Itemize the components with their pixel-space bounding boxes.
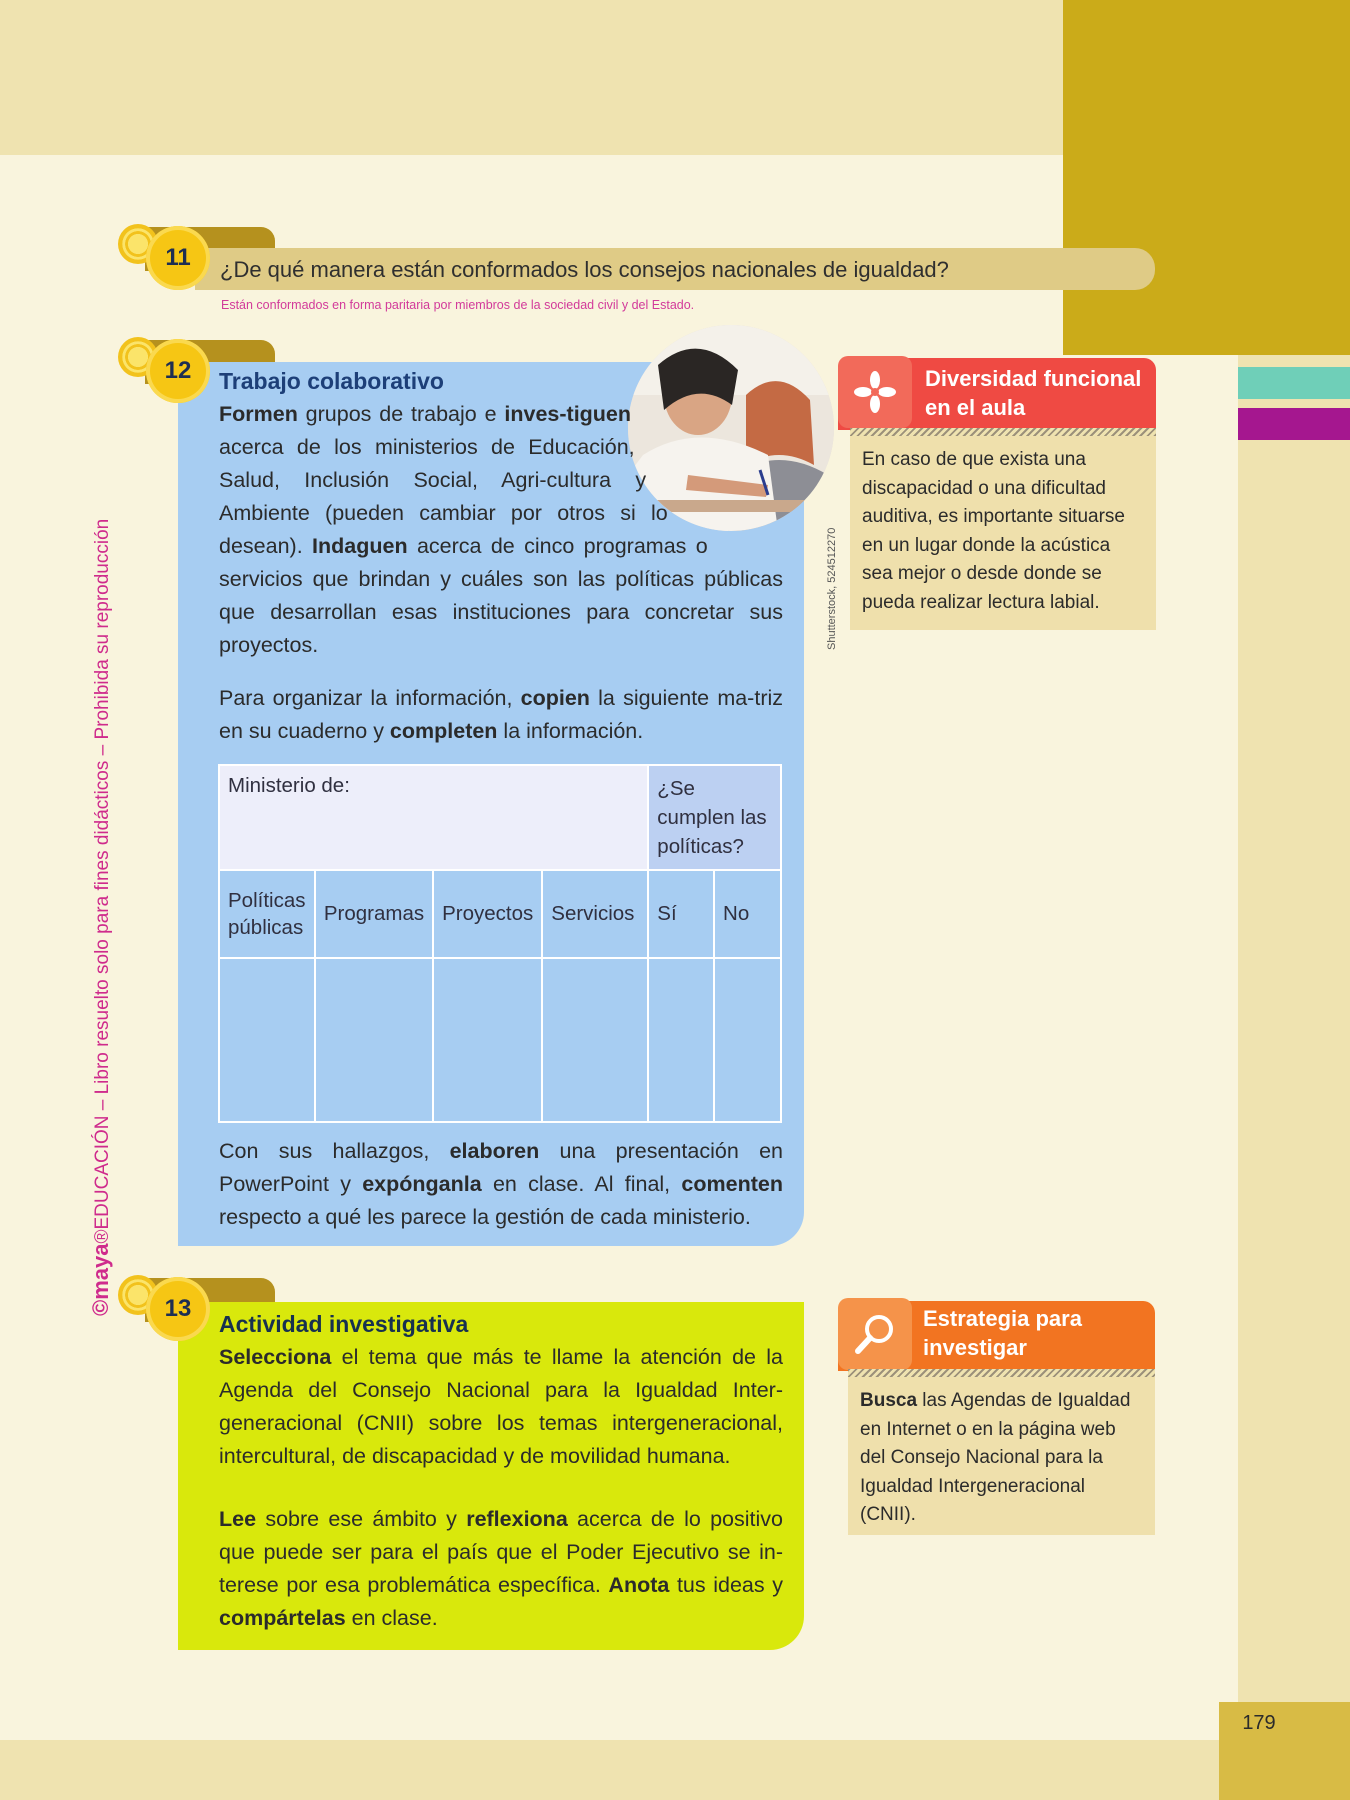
strategy-title-text: Estrategia para investigar <box>923 1306 1082 1360</box>
paragraph-text <box>219 686 783 743</box>
number-badge: 12 <box>146 339 210 403</box>
question-11-answer: Están conformados en forma paritaria por miembros de la sociedad civil y del Estado. <box>221 298 695 312</box>
text-run: respecto a qué les parece la gestión de cada ministerio. <box>219 1205 751 1229</box>
strategy-box-text <box>848 1377 1155 1535</box>
bold-verb: inves-tiguen <box>504 402 632 426</box>
table-col-header: Proyectos <box>433 870 542 958</box>
text-run: sobre ese ámbito y <box>256 1507 467 1531</box>
table-cell <box>648 958 714 1122</box>
paragraph-text <box>219 1345 783 1468</box>
table-cell <box>219 958 315 1122</box>
bold-verb: Formen <box>219 402 298 426</box>
table-cell <box>714 958 781 1122</box>
paragraph-text <box>219 1507 783 1630</box>
table-col-header: Sí <box>648 870 714 958</box>
page-number: 179 <box>1242 1712 1276 1734</box>
activity-13-paragraph-1 <box>219 1341 783 1473</box>
text-run: una presentación en PowerPoint y <box>219 1139 783 1196</box>
bold-verb: elaboren <box>449 1139 540 1163</box>
activity-13-paragraph-2 <box>219 1503 783 1635</box>
bold-verb: comenten <box>681 1172 783 1196</box>
copyright-side-note <box>88 519 114 1316</box>
table-header-ministry: Ministerio de: <box>219 765 648 870</box>
photo-credit: Shutterstock, 524512270 <box>826 527 838 650</box>
bold-verb: completen <box>389 719 498 743</box>
magnifier-icon <box>838 1298 912 1370</box>
text-run: la siguiente ma-triz en su cuaderno y <box>219 686 784 743</box>
question-11-text: ¿De qué manera están conformados los consejos nacionales de igualdad? <box>220 257 949 282</box>
activity-12-paragraph-3 <box>219 1135 783 1234</box>
table-col-header: No <box>714 870 781 958</box>
magenta-stripe <box>1238 408 1350 440</box>
asterisk-flower-icon <box>838 356 912 428</box>
table-header-policies: ¿Se cumplen las políticas? <box>648 765 781 870</box>
bold-verb: compártelas <box>219 1606 346 1630</box>
brand-logo-text: ©maya <box>88 1243 113 1316</box>
diversity-box-title: Diversidad funcional en el aula <box>925 366 1142 420</box>
ministry-matrix-table <box>218 764 782 1123</box>
bold-verb: expónganla <box>362 1172 482 1196</box>
activity-12-paragraph-2 <box>219 682 783 748</box>
table-col-header: Servicios <box>542 870 648 958</box>
text-run: en clase. Al final, <box>481 1172 682 1196</box>
text-run: Para organizar la información, <box>219 686 521 710</box>
strategy-text-bold: Busca <box>860 1390 918 1411</box>
table-row-empty <box>219 958 781 1122</box>
teal-stripe <box>1238 367 1350 399</box>
table-row <box>219 870 781 958</box>
activity-12-paragraph-1 <box>219 398 783 662</box>
activity-12-title: Trabajo colaborativo <box>219 368 444 394</box>
hatch-divider <box>848 1369 1155 1377</box>
text-run: Con sus hallazgos, <box>219 1139 450 1163</box>
table-col-header: Programas <box>315 870 433 958</box>
table-cell <box>315 958 433 1122</box>
bold-verb: Indaguen <box>312 534 408 558</box>
corner-block <box>1063 0 1350 355</box>
table-col-header: Políticas públicas <box>219 870 315 958</box>
bold-verb: Lee <box>219 1507 257 1531</box>
right-margin-band <box>1238 355 1350 1800</box>
strategy-box-title <box>923 1304 1151 1362</box>
text-run: el tema que más te llame la atención de la Agenda del Consejo Nacional para la Igualdad Inter-generacional (CNII) sobre los temas intergeneracional, intercultural, de discapacidad y de movilidad humana. <box>219 1345 783 1468</box>
number-badge: 11 <box>146 226 210 290</box>
text-run: la información. <box>497 719 644 743</box>
table-cell <box>433 958 542 1122</box>
paragraph-text <box>219 1139 783 1229</box>
bold-verb: Selecciona <box>219 1345 332 1369</box>
text-run: acerca de cinco programas o servicios que brindan y cuáles son las políticas públicas que desarrollan esas instituciones para concretar sus proyectos. <box>219 534 783 657</box>
bold-verb: copien <box>520 686 590 710</box>
bold-verb: Anota <box>608 1573 670 1597</box>
strategy-text-body: las Agendas de Igualdad en Internet o en la página web del Consejo Nacional para la Igualdad Intergeneracional (CNII). <box>860 1390 1131 1525</box>
bold-verb: reflexiona <box>466 1507 568 1531</box>
activity-13-title: Actividad investigativa <box>219 1311 469 1337</box>
diversity-box-text: En caso de que exista una discapacidad o una dificultad auditiva, es importante situarse en un lugar donde la acústica sea mejor o desde donde se pueda realizar lectura labial. <box>850 436 1156 630</box>
text-run: acerca de los ministerios de Educación, Salud, Inclusión Social, Agri-cultura y Ambiente (pueden cambiar por otros si lo desean). <box>219 435 668 558</box>
copyright-text: ®EDUCACIÓN – Libro resuelto solo para fines didácticos – Prohibida su reproducción <box>92 518 113 1244</box>
bottom-band <box>0 1740 1350 1800</box>
text-run: acerca de lo positivo que puede ser para el país que el Poder Ejecutivo se in-terese por esa problemática específica. <box>219 1507 783 1597</box>
text-run: en clase. <box>345 1606 438 1630</box>
table-cell <box>542 958 648 1122</box>
text-run: grupos de trabajo e <box>297 402 505 426</box>
text-run: tus ideas y <box>669 1573 784 1597</box>
number-badge: 13 <box>146 1277 210 1341</box>
hatch-divider <box>850 428 1156 436</box>
